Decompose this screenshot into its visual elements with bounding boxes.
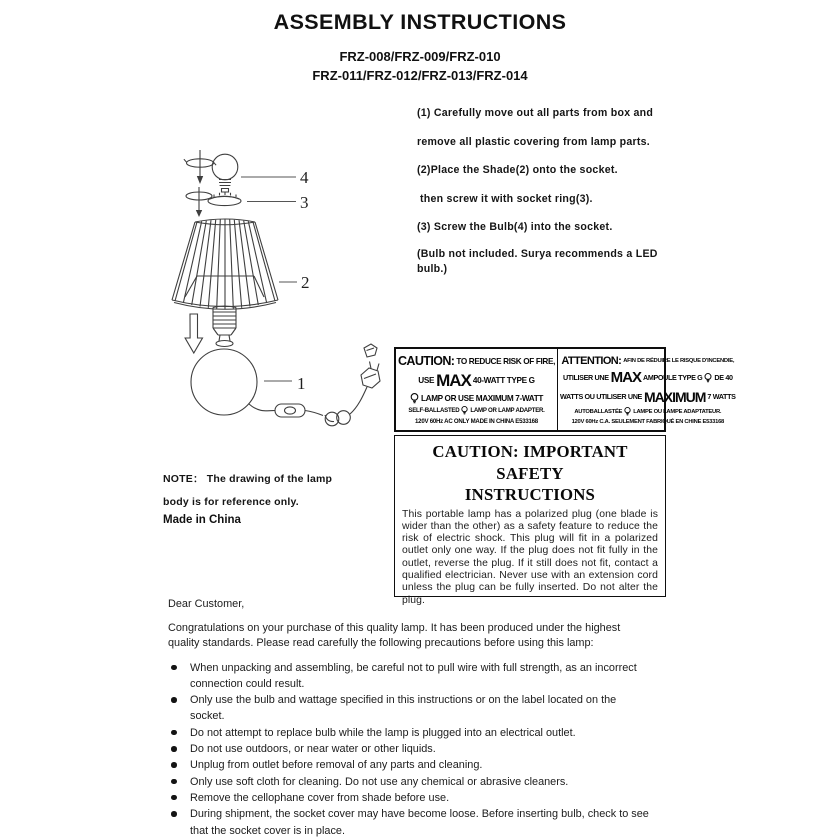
bullet-icon bbox=[171, 730, 177, 736]
step-1-line-1: (1) Carefully move out all parts from box and bbox=[417, 107, 654, 119]
precautions-list bbox=[168, 660, 650, 839]
caution-english-column bbox=[396, 349, 557, 430]
caution-en-line4b: LAMP OR LAMP ADAPTER. bbox=[470, 407, 545, 415]
caution-fr-max: MAX bbox=[610, 369, 642, 386]
page-title: ASSEMBLY INSTRUCTIONS bbox=[273, 10, 567, 34]
step-3-bulb-note: (Bulb not included. Surya recommends a LED bulb.) bbox=[417, 247, 658, 275]
rotate-arrow-icon bbox=[184, 150, 216, 184]
precaution-item bbox=[168, 725, 650, 741]
power-cord bbox=[249, 387, 367, 426]
step-3-line-1: (3) Screw the Bulb(4) into the socket. bbox=[417, 221, 613, 233]
safety-instructions-box bbox=[394, 435, 666, 606]
bullet-icon bbox=[171, 665, 177, 671]
down-arrow-icon bbox=[185, 314, 202, 353]
precaution-item bbox=[168, 692, 650, 725]
caution-fr-line3a: WATTS OU UTILISER UNE bbox=[560, 392, 642, 401]
caution-fr-line2b: AMPOULE TYPE G bbox=[643, 373, 703, 382]
wattage-caution-label bbox=[394, 347, 736, 432]
bulb-part bbox=[212, 154, 238, 192]
lamp-body-part bbox=[191, 349, 257, 415]
bullet-icon bbox=[171, 795, 177, 801]
precaution-text: Unplug from outlet before removal of any parts and cleaning. bbox=[190, 759, 483, 772]
salutation: Dear Customer, bbox=[168, 598, 245, 610]
caution-en-line3: LAMP OR USE MAXIMUM 7-WATT bbox=[420, 393, 544, 403]
safety-title-line2: INSTRUCTIONS bbox=[464, 485, 596, 504]
precaution-item bbox=[168, 806, 650, 839]
step-1-line-2: remove all plastic covering from lamp parts. bbox=[417, 135, 650, 148]
caution-fr-line4a: AUTOBALLASTÉE bbox=[574, 408, 623, 415]
made-in-china-label: Made in China bbox=[163, 514, 241, 526]
precaution-item bbox=[168, 741, 650, 757]
model-numbers-line1: FRZ-008/FRZ-009/FRZ-010 bbox=[339, 49, 501, 64]
plug bbox=[361, 344, 380, 388]
bulb-icon bbox=[704, 373, 712, 383]
assembly-steps bbox=[417, 106, 671, 290]
precaution-text: Only use soft cloth for cleaning. Do not use any chemical or abrasive cleaners. bbox=[190, 775, 569, 788]
precaution-text: During shipment, the socket cover may have become loose. Before inserting bulb, check to see that the socket cover is in place. bbox=[190, 808, 649, 837]
bulb-icon bbox=[410, 393, 419, 404]
part-label-socket-ring: 3 bbox=[300, 193, 309, 212]
caution-fr-heading: ATTENTION: bbox=[561, 354, 622, 367]
shade-part bbox=[172, 219, 278, 309]
intro-paragraph: Congratulations on your purchase of this quality lamp. It has been produced under the highest quality standards. Please read carefully the following precautions before using this lamp: bbox=[168, 622, 621, 650]
caution-french-column bbox=[557, 349, 738, 430]
step-2-line-1: (2)Place the Shade(2) onto the socket. bbox=[417, 164, 618, 176]
step-2-line-2: then screw it with socket ring(3). bbox=[420, 192, 593, 205]
caution-fr-line1: AFIN DE RÉDUIRE LE RISQUE D'INCENDIE, bbox=[623, 357, 735, 364]
caution-fr-maximum: MAXIMUM bbox=[643, 388, 706, 405]
precaution-item bbox=[168, 757, 650, 773]
socket-part bbox=[213, 306, 236, 347]
precaution-text: Do not attempt to replace bulb while the lamp is plugged into an electrical outlet. bbox=[190, 726, 576, 739]
reference-note bbox=[163, 468, 332, 514]
precaution-text: When unpacking and assembling, be careful not to pull wire with full strength, as an incorrect connection could result. bbox=[190, 661, 637, 690]
caution-en-line5: 120V 60Hz AC ONLY MADE IN CHINA E533168 bbox=[415, 417, 538, 425]
caution-fr-line3b: 7 WATTS bbox=[707, 392, 736, 401]
note-line-2: body is for reference only. bbox=[163, 496, 299, 508]
precaution-item bbox=[168, 660, 650, 693]
note-line-1: NOTE： The drawing of the lamp bbox=[163, 473, 333, 485]
precaution-item bbox=[168, 774, 650, 790]
part-label-lamp-body: 1 bbox=[297, 374, 306, 393]
switch-button bbox=[285, 407, 296, 414]
precaution-text: Remove the cellophane cover from shade before use. bbox=[190, 791, 450, 804]
header bbox=[0, 6, 840, 85]
customer-section bbox=[168, 598, 660, 839]
precaution-item bbox=[168, 790, 650, 806]
caution-fr-line2c: DE 40 bbox=[714, 373, 733, 382]
caution-fr-line4b: LAMPE OU LAMPE ADAPTATEUR. bbox=[633, 408, 722, 415]
caution-fr-line2a: UTILISER UNE bbox=[562, 373, 609, 382]
caution-en-heading: CAUTION: bbox=[398, 354, 455, 369]
caution-en-line4a: SELF-BALLASTED bbox=[408, 407, 460, 415]
bullet-icon bbox=[171, 811, 177, 817]
caution-fr-line5: 120V 60Hz C.A. SEULEMENT FABRIQUÉ EN CHINE E533168 bbox=[571, 418, 725, 425]
precaution-text: Only use the bulb and wattage specified in this instructions or on the label located on the socket. bbox=[190, 694, 617, 723]
bullet-icon bbox=[171, 762, 177, 768]
bulb-icon bbox=[461, 406, 468, 415]
lamp-diagram bbox=[152, 130, 402, 465]
bullet-icon bbox=[171, 697, 177, 703]
safety-title-line1: CAUTION: IMPORTANT SAFETY bbox=[432, 442, 628, 483]
part-label-bulb: 4 bbox=[300, 168, 309, 187]
socket-ring-part bbox=[208, 192, 241, 205]
safety-body-text: This portable lamp has a polarized plug (one blade is wider than the other) as a safety feature to reduce the risk of electric shock. This plug will fit in a polarized outlet only one way. If the plug does not fit fully in the outlet, reverse the plug. If it still does not fit, contact a qualified electrician. Never use with an extension cord unless the plug can be fully inserted. Do not alter the plug. bbox=[402, 508, 658, 606]
precaution-text: Do not use outdoors, or near water or other liquids. bbox=[190, 743, 436, 756]
model-numbers-line2: FRZ-011/FRZ-012/FRZ-013/FRZ-014 bbox=[312, 68, 528, 83]
caution-en-line1: TO REDUCE RISK OF FIRE, bbox=[456, 356, 556, 366]
caution-en-max: MAX bbox=[436, 370, 471, 390]
bulb-icon bbox=[624, 407, 631, 416]
part-label-shade: 2 bbox=[301, 273, 310, 292]
bullet-icon bbox=[171, 779, 177, 785]
caution-en-use: USE bbox=[418, 376, 435, 386]
bullet-icon bbox=[171, 746, 177, 752]
caution-en-line2: 40-WATT TYPE G bbox=[472, 376, 535, 386]
